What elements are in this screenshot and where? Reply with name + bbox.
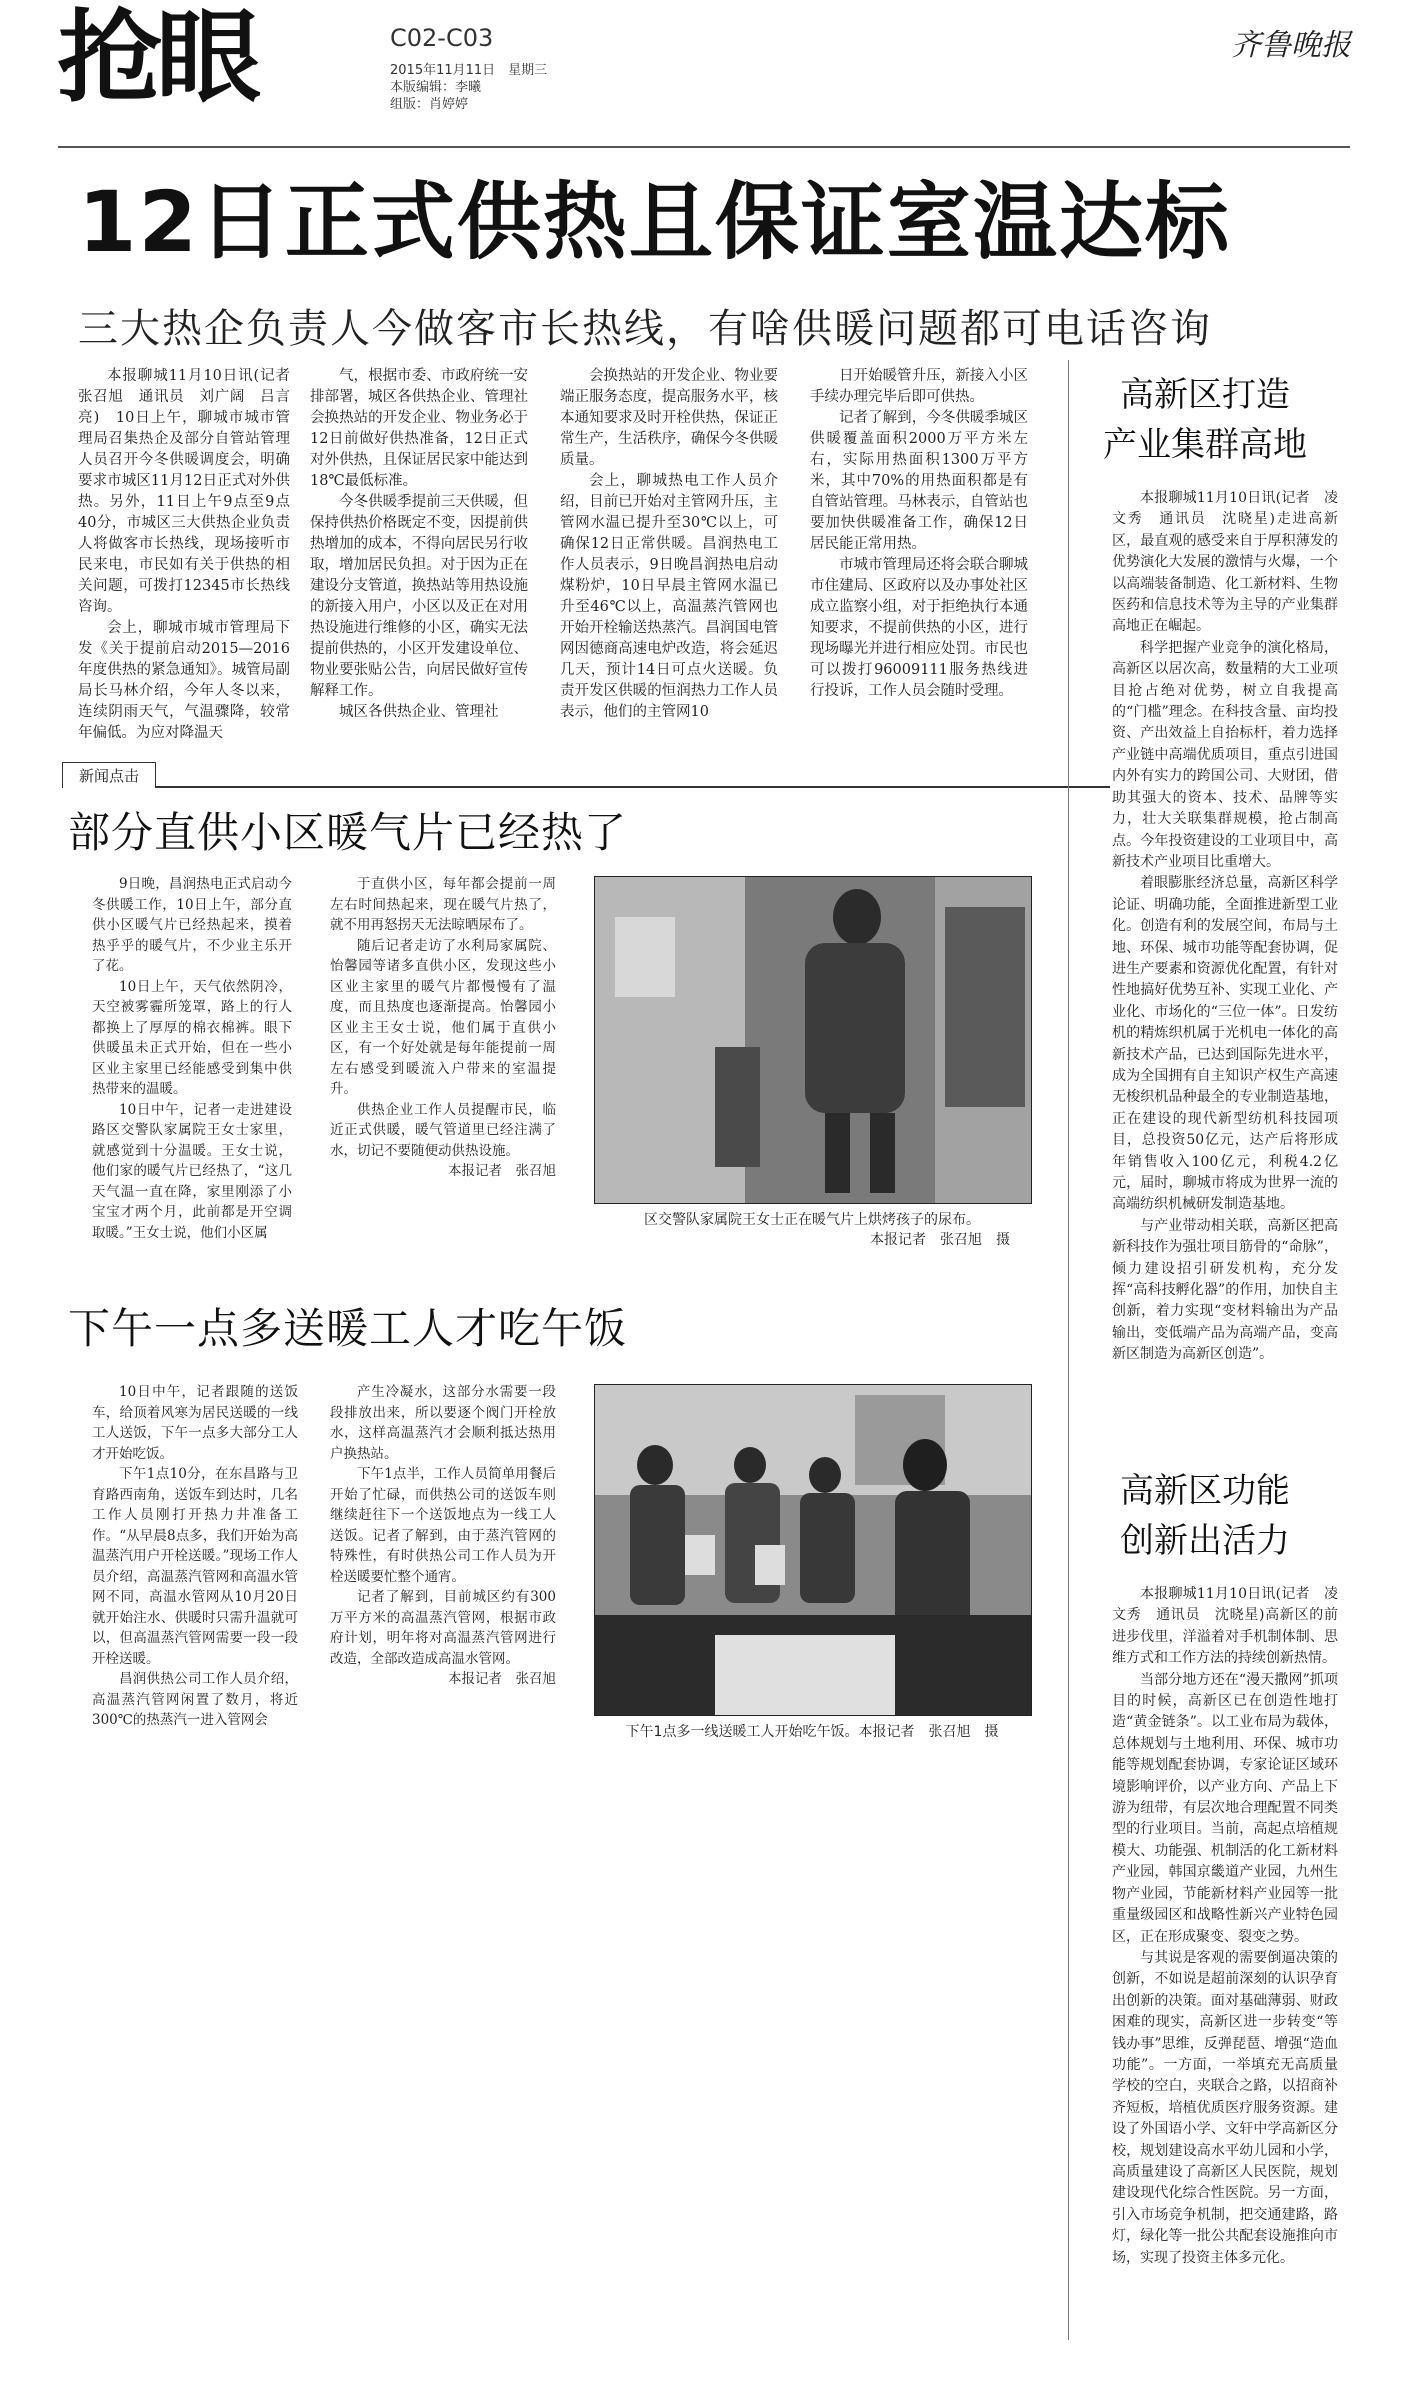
paragraph: 与其说是客观的需要倒逼决策的创新，不如说是超前深刻的认识孕育出创新的决策。面对基础薄弱、财政困难的现实，高新区进一步转变“等钱办事”思维，反弹琵琶、增强“造血功能”。一方面，一举填充无高质量学校的空白，夹联合之路，以招商补齐短板，培植优质医疗服务资源。建设了外国语小学、文轩中学高新区分校，规划建设高水平幼儿园和小学，高质量建设了高新区人民医院，规划建设现代化综合性医院。另一方面，引入市场竞争机制，把交通建路，路灯，绿化等一批公共配套设施推向市场，实现了投资主体多元化。: [1112, 1949, 1338, 2266]
story2-photo: [594, 1384, 1032, 1716]
story1-column-1: [92, 874, 292, 1243]
paragraph: 本报聊城11月10日讯(记者 张召旭 通讯员 刘广阔 吕言亮) 10日上午，聊城市城市管理局召集热企及部分自管站管理人员召开今冬供暖调度会，明确要求市城区11月12日正式对外供热。另外，11日上午9点至9点40分，市城区三大供热企业负责人将做客市长热线，现场接听市民来电，市民如有关于供热的相关问题，可拨打12345市长热线咨询。: [78, 368, 305, 615]
side2-body: [1112, 1584, 1338, 2269]
issue-meta: [390, 62, 547, 113]
story2-headline: 下午一点多送暖工人才吃午饭: [68, 1304, 628, 1353]
paragraph: 10日中午，记者跟随的送饭车，给顶着风寒为居民送暖的一线工人送饭，下午一点多大部分工人才开始吃饭。: [92, 1384, 298, 1462]
side1-body: [1112, 488, 1338, 1366]
newspaper-brand: 齐鲁晚报: [1231, 28, 1351, 63]
lead-subhead: 三大热企负责人今做客市长热线，有啥供暖问题都可电话咨询: [78, 306, 1212, 352]
paragraph: 今冬供暖季提前三天供暖，但保持供热价格既定不变，因提前供热增加的成本，不得向居民另行收取，增加居民负担。对于因为正在建设分支管道，换热站等用热设施的新接入用户，小区以及正在对用热设施进行维修的小区，确实无法提前供热的，小区开发建设单位、物业要张贴公告，向居民做好宣传解释工作。: [310, 494, 528, 699]
story1-photo-image: [595, 877, 1031, 1203]
story2-column-2: [330, 1382, 556, 1690]
side1-title-line1: 高新区打造: [1120, 375, 1290, 415]
news-click-label: 新闻点击: [62, 762, 156, 788]
page-code: C02-C03: [390, 24, 494, 52]
paragraph: 于直供小区，每年都会提前一周左右时间热起来，现在暖气片热了，就不用再怒拐天无法晾晒尿布了。: [330, 876, 556, 933]
paragraph: 记者了解到，今冬供暖季城区供暖覆盖面积2000万平方米左右，实际用热面积1300万平方米，其中70%的用热面积都是有自管站管理。马林表示，自管站也要加快供暖准备工作，确保12日居民能正常用热。: [810, 410, 1028, 552]
paragraph: 与产业带动相关联，高新区把高新科技作为强壮项目筋骨的“命脉”，倾力建设招引研发机构，充分发挥“高科技孵化器”的作用，加快自主创新，着力实现“变材料输出为产品输出，变低端产品为高端产品，变高新区制造为高新区创造”。: [1112, 1217, 1338, 1363]
issue-date: 2015年11月11日 星期三: [390, 63, 548, 78]
story2-byline: 本报记者 张召旭: [448, 1671, 556, 1687]
story1-photo-credit: 本报记者 张召旭 摄: [870, 1232, 1010, 1248]
paragraph: 会上，聊城热电工作人员介绍，目前已开始对主管网升压，主管网水温已提升至30℃以上，可确保12日正常供暖。昌润热电工作人员表示，9日晚昌润热电启动煤粉炉，10日早晨主管网水温已升至46℃以上，高温蒸汽管网也开始开栓输送热蒸汽。昌润国电管网因德商高速电炉改造，将会延迟几天，预计14日可点火送暖。负责开发区供暖的恒润热力工作人员表示，他们的主管网10: [560, 473, 778, 720]
story1-photo: [594, 876, 1032, 1204]
paragraph: 产生冷凝水，这部分水需要一段段排放出来，所以要逐个阀门开栓放水，这样高温蒸汽才会顺利抵达热用户换热站。: [330, 1384, 556, 1462]
paragraph: 下午1点10分，在东昌路与卫育路西南角，送饭车到达时，几名工作人员刚打开热力井准备工作。“从早晨8点多，我们开始为高温蒸汽用户开栓送暖。”现场工作人员介绍，高温蒸汽管网和高温水管网不同，高温水管网从10月20日就开始注水、供暖时只需升温就可以，但高温蒸汽管网需要一段一段开栓送暖。: [92, 1466, 298, 1667]
side2-title-line1: 高新区功能: [1120, 1471, 1290, 1511]
story1-caption-text: 区交警队家属院王女士正在暖气片上烘烤孩子的尿布。: [644, 1212, 980, 1228]
column-divider: [1068, 360, 1069, 2340]
paragraph: 着眼膨胀经济总量，高新区科学论证、明确功能，全面推进新型工业化。创造有利的发展空间，布局与土地、环保、城市功能等配套协调，促进生产要素和资源优化配置，有针对性地搞好优势互补、实现工业化、产业化、市场化的“三位一体”。日发纺机的精炼织机属于光机电一体化的高新技术产品，已达到国际先进水平，成为全国拥有自主知识产权生产高速无梭织机品种最全的专业制造基地，正在建设的现代新型纺机科技园项目，总投资50亿元，达产后将形成年销售收入100亿元，利税4.2亿元，届时，聊城市将成为世界一流的高端纺织机械研发制造基地。: [1112, 875, 1338, 1213]
section-logo: 抢眼: [57, 0, 255, 116]
side1-title-line2: 产业集群高地: [1103, 425, 1307, 465]
lead-column-1: [78, 366, 305, 744]
paragraph: 本报聊城11月10日讯(记者 凌文秀 通讯员 沈晓星)走进高新区，最直观的感受来自于厚积薄发的优势演化大发展的激情与火爆，一个以高端装备制造、化工新材料、生物医药和信息技术等为主导的产业集群高地正在崛起。: [1112, 490, 1338, 635]
paragraph: 科学把握产业竞争的演化格局，高新区以居次高，数量精的大工业项目抢占绝对优势，树立自我提高的“门槛”理念。在科技含量、亩均投资、产出效益上自抬标杆，着力选择产业链中高端优质项目，重点引进国内外有实力的跨国公司、大财团，借助其强大的资本、技术、品牌等实力，壮大关联集群规模，抢占制高点。今年投资建设的工业项目中，高新技术产业项目比重增大。: [1112, 639, 1338, 870]
paragraph: 会换热站的开发企业、物业要端正服务态度，提高服务水平，核本通知要求及时开栓供热，保证正常生产，生活秩序，确保今冬供暖质量。: [560, 368, 778, 468]
lead-column-4: [810, 366, 1028, 702]
paragraph: 昌润供热公司工作人员介绍，高温蒸汽管网闲置了数月，将近300℃的热蒸汽一进入管网会: [92, 1671, 298, 1728]
side2-title-line2: 创新出活力: [1120, 1521, 1290, 1561]
paragraph: 城区各供热企业、管理社: [339, 704, 499, 720]
paragraph: 随后记者走访了水利局家属院、怡馨园等诸多直供小区，发现这些小区业主家里的暖气片都慢慢有了温度，而且热度也逐渐提高。怡馨园小区业主王女士说，他们属于直供小区，有一个好处就是每年能提前一周左右感受到暖流入户带来的室温提升。: [330, 937, 556, 1097]
story1-caption: [594, 1210, 1030, 1250]
paragraph: 9日晚，昌润热电正式启动今冬供暖工作，10日上午，部分直供小区暖气片已经热起来，摸着热乎乎的暖气片，不少业主乐开了花。: [92, 876, 292, 974]
paragraph: 会上，聊城市城市管理局下发《关于提前启动2015—2016年度供热的紧急通知》。城管局副局长马林介绍，今年人冬以来，连续阴雨天气，气温骤降，较常年偏低。为应对降温天: [78, 620, 290, 741]
paragraph: 日开始暖管升压，新接入小区手续办理完毕后即可供热。: [810, 368, 1028, 405]
paragraph: 市城市管理局还将会联合聊城市住建局、区政府以及办事处社区成立监察小组，对于拒绝执行本通知要求，不提前供热的小区，进行现场曝光并进行相应处罚。市民也可以拨打96009111服务热线进行投诉，工作人员会随时受理。: [810, 557, 1028, 699]
story1-column-2: [330, 874, 556, 1182]
paragraph: 当部分地方还在“漫天撒网”抓项目的时候，高新区已在创造性地打造“黄金链条”。以工业布局为载体，总体规划与土地利用、环保、城市功能等规划配套协调，专家论证区域环境影响评价，以产业方向、产品上下游为纽带，有层次地合理配置不同类型的行业项目。当前，高起点培植规模大、功能强、机制活的化工新材料产业园，韩国京畿道产业园，九州生物产业园，节能新材料产业园等一批重量级园区和战略性新兴产业特色园区，正在形成聚变、裂变之势。: [1112, 1671, 1338, 1945]
lead-column-2: [310, 366, 528, 723]
editor-credit: 本版编辑：李曦: [390, 80, 482, 95]
side2-title: [1090, 1466, 1320, 1566]
lead-column-3: [560, 366, 778, 723]
side1-title: [1090, 370, 1320, 470]
paragraph: 10日上午，天气依然阴冷，天空被雾霾所笼罩，路上的行人都换上了厚厚的棉衣棉裤。眼下供暖虽未正式开始，但在一些小区业主家里已经能感受到集中供热带来的温暖。: [92, 978, 292, 1097]
paragraph: 10日中午，记者一走进建设路区交警队家属院王女士家里，就感觉到十分温暖。王女士说，他们家的暖气片已经热了，“这几天气温一直在降，家里刚添了小宝宝才两个月，此前都是开空调取暖。”王女士说，他们小区属: [92, 1101, 292, 1241]
story2-caption: 下午1点多一线送暖工人开始吃午饭。本报记者 张召旭 摄: [625, 1724, 999, 1740]
story2-column-1: [92, 1382, 298, 1731]
paragraph: 供热企业工作人员提醒市民，临近正式供暖，暖气管道里已经注满了水，切记不要随便动供热设施。: [330, 1101, 556, 1159]
paragraph: 记者了解到，目前城区约有300万平方米的高温蒸汽管网，根据市政府计划，明年将对高温蒸汽管网进行改造，全部改造成高温水管网。: [330, 1589, 556, 1667]
masthead-rule: [58, 146, 1350, 148]
paragraph: 下午1点半，工作人员简单用餐后开始了忙碌，而供热公司的送饭车则继续赶往下一个送饭地点为一线工人送饭。记者了解到，由于蒸汽管网的特殊性，有时供热公司工作人员为开栓送暖要忙整个通宵。: [330, 1466, 556, 1585]
paragraph: 气，根据市委、市政府统一安排部署，城区各供热企业、管理社会换热站的开发企业、物业务必于12日前做好供热准备，12日正式对外供热，且保证居民家中能达到18℃最低标准。: [310, 368, 528, 489]
news-click-tag: [62, 760, 1110, 788]
paragraph: 本报聊城11月10日讯(记者 凌文秀 通讯员 沈晓星)高新区的前进步伐里，洋溢着对手机制体制、思维方式和工作方法的持续创新热情。: [1112, 1586, 1338, 1667]
lead-headline: 12日正式供热且保证室温达标: [78, 173, 1231, 271]
story1-byline: 本报记者 张召旭: [448, 1163, 556, 1179]
designer-credit: 组版：肖婷婷: [390, 97, 469, 112]
story1-headline: 部分直供小区暖气片已经热了: [68, 808, 628, 857]
story2-photo-image: [595, 1385, 1031, 1715]
